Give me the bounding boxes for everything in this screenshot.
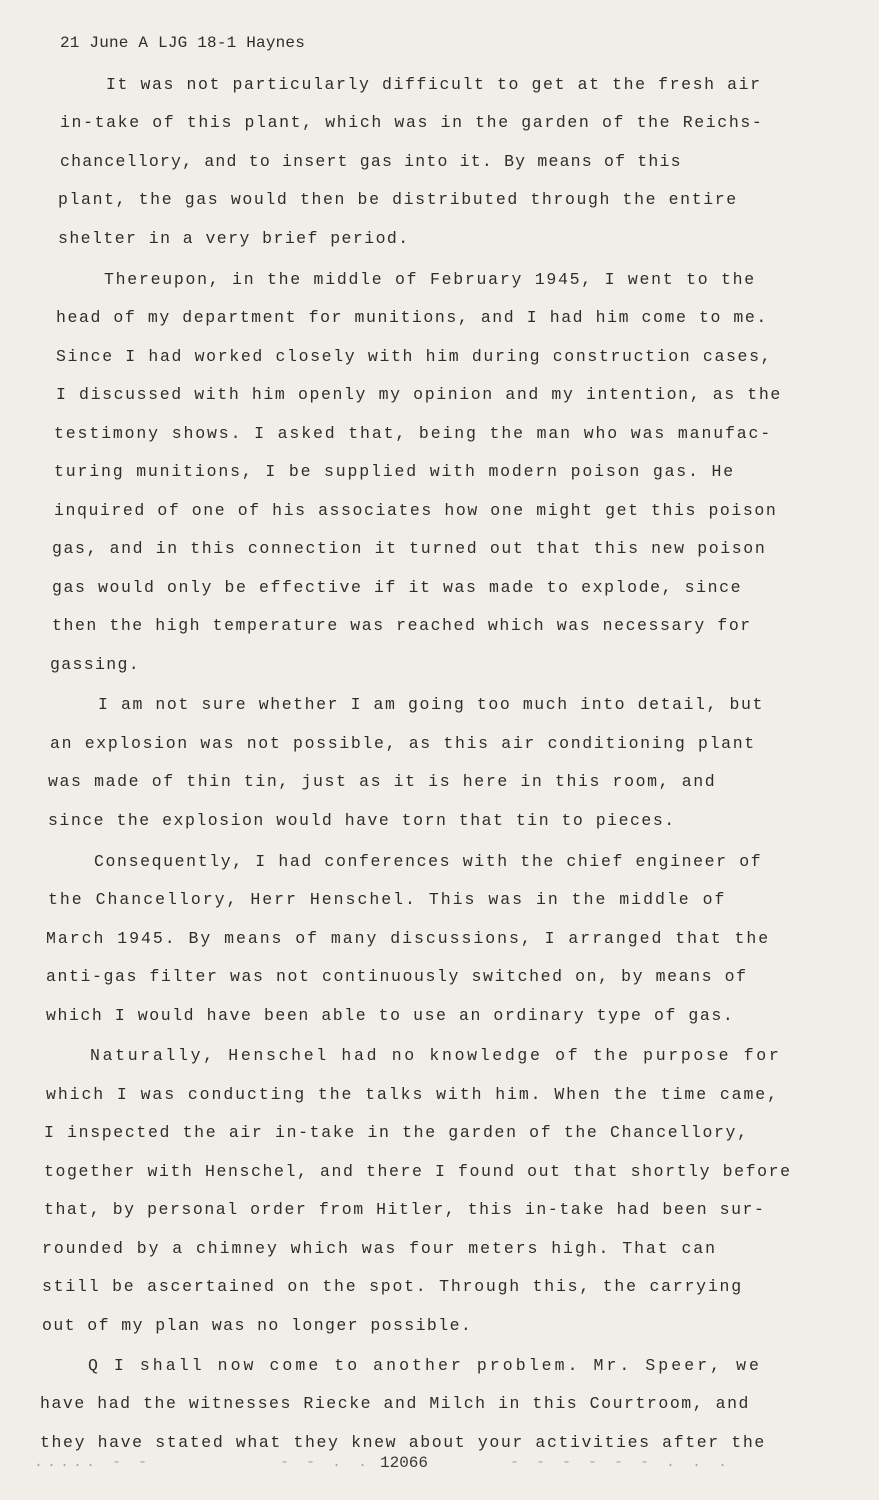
text-line: out of my plan was no longer possible. [42,1316,473,1335]
text-line: that, by personal order from Hitler, this in-take had been sur- [44,1200,766,1219]
text-line: Thereupon, in the middle of February 1945, I went to the [104,270,756,289]
text-line: rounded by a chimney which was four meters high. That can [42,1239,717,1258]
text-line: chancellory, and to insert gas into it. By means of this [60,152,682,171]
text-line: turing munitions, I be supplied with modern poison gas. He [54,462,736,481]
page-footer [30,1454,850,1478]
document-header: 21 June A LJG 18-1 Haynes [60,34,306,52]
text-line: Naturally, Henschel had no knowledge of the purpose for [90,1046,782,1065]
text-line: testimony shows. I asked that, being the man who was manufac- [54,424,773,443]
text-line: plant, the gas would then be distributed through the entire [58,190,738,209]
text-line: which I would have been able to use an ordinary type of gas. [46,1006,735,1025]
text-line: gas, and in this connection it turned out that this new poison [52,539,767,558]
text-line: have had the witnesses Riecke and Milch in this Courtroom, and [40,1394,750,1413]
faded-footer-marks-center: - - . . [280,1454,372,1471]
text-line: Consequently, I had conferences with the chief engineer of [94,852,763,871]
text-line: the Chancellory, Herr Henschel. This was in the middle of [48,890,727,909]
text-line: I am not sure whether I am going too much into detail, but [98,695,764,714]
text-line: gassing. [50,655,141,674]
text-line: was made of thin tin, just as it is here in this room, and [48,772,717,791]
text-line: Since I had worked closely with him during construction cases, [56,347,773,366]
text-line: since the explosion would have torn that tin to pieces. [48,811,676,830]
text-line: head of my department for munitions, and I had him come to me. [56,308,768,327]
text-line: gas would only be effective if it was made to explode, since [52,578,743,597]
text-line: in-take of this plant, which was in the garden of the Reichs- [60,113,764,132]
text-line: together with Henschel, and there I found out that shortly before [44,1162,792,1181]
text-line: anti-gas filter was not continuously switched on, by means of [46,967,748,986]
text-line: an explosion was not possible, as this air conditioning plant [50,734,756,753]
text-line: March 1945. By means of many discussions, I arranged that the [46,929,771,948]
text-line: then the high temperature was reached which was necessary for [52,616,752,635]
text-line: It was not particularly difficult to get at the fresh air [106,75,762,94]
faded-footer-marks-right: - - - - - - . . . [510,1454,732,1471]
page-number: 12066 [380,1454,429,1472]
faded-footer-marks-left: ..... - - [34,1454,152,1471]
text-line: inquired of one of his associates how one might get this poison [54,501,778,520]
text-line: which I was conducting the talks with him. When the time came, [46,1085,779,1104]
text-line: I inspected the air in-take in the garden of the Chancellory, [44,1123,749,1142]
text-line: I discussed with him openly my opinion and my intention, as the [56,385,782,404]
text-line: still be ascertained on the spot. Through this, the carrying [42,1277,743,1296]
text-line: they have stated what they knew about your activities after the [40,1433,766,1452]
text-line: Q I shall now come to another problem. Mr. Speer, we [88,1356,763,1375]
text-line: shelter in a very brief period. [58,229,410,248]
